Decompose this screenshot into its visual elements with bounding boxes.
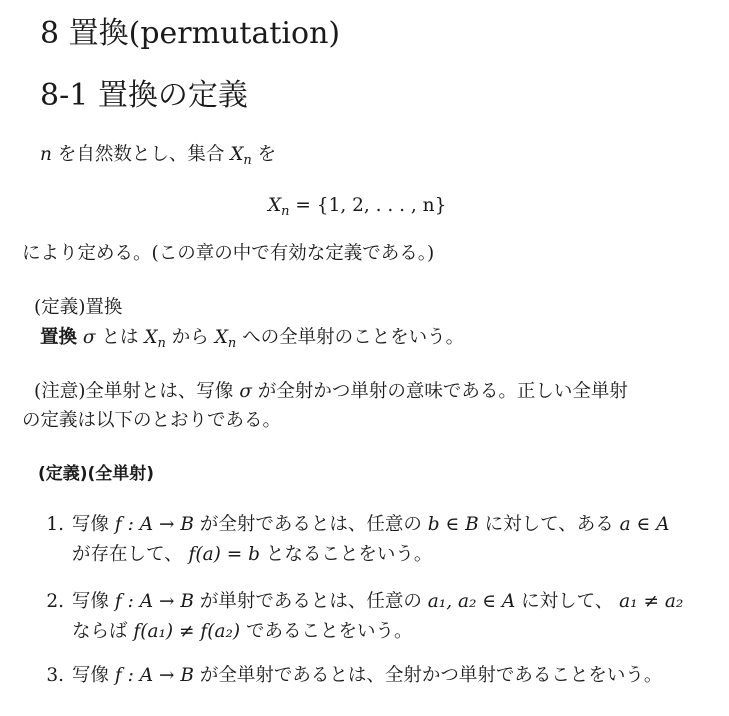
subsection-number: 8-1	[40, 78, 89, 113]
item-math: f : A → B	[114, 514, 194, 535]
note-sigma: σ	[239, 381, 252, 402]
intro-text-1: を自然数とし、集合	[57, 144, 225, 165]
list-item-continuation	[72, 618, 413, 646]
item-text: ならば	[72, 621, 128, 642]
item-math: a₁, a₂ ∈ A	[427, 591, 516, 612]
item-text: 写像	[72, 591, 110, 612]
def1-text-1: とは	[101, 327, 139, 348]
x-n-1: $X_n$	[144, 327, 166, 351]
item-number: 2.	[46, 591, 64, 612]
note-line-1	[34, 378, 628, 406]
intro-paragraph	[40, 141, 276, 175]
item-math: f : A → B	[114, 665, 194, 686]
item-text: が単射であるとは、任意の	[199, 591, 422, 612]
section-title-en: (permutation)	[128, 16, 341, 51]
list-item-continuation	[72, 541, 432, 569]
def1-text-2: から	[171, 327, 209, 348]
equation-lhs: $X_n$	[268, 195, 290, 219]
def1-text-3: への全単射のことをいう。	[242, 327, 465, 348]
section-number: 8	[40, 16, 60, 51]
term-permutation: 置換	[40, 327, 78, 348]
set-x: $X_n$	[230, 144, 252, 168]
item-math: b ∈ B	[427, 514, 479, 535]
x-n-2: $X_n$	[214, 327, 237, 351]
item-math: f(a) = b	[188, 544, 260, 565]
definition-heading-permutation: (定義)置換	[34, 297, 123, 318]
equation-rhs: = {1, 2, . . . , n}	[289, 195, 447, 216]
intro-text-2: を	[257, 144, 277, 165]
note-text-a: (注意)全単射とは、写像	[34, 381, 234, 402]
item-math: a₁ ≠ a₂	[619, 591, 684, 612]
definition-heading-bijection: (定義)(全単射)	[38, 464, 155, 484]
section-title-ja: 置換	[68, 16, 129, 51]
item-text: が存在して、	[72, 544, 183, 565]
subsection-title: 置換の定義	[97, 78, 248, 113]
definition-permutation	[40, 324, 464, 358]
list-item	[38, 588, 683, 616]
item-text: に対して、ある	[484, 514, 614, 535]
item-text: 写像	[72, 665, 110, 686]
item-text: に対して、	[521, 591, 614, 612]
section-heading	[40, 14, 340, 54]
closing-sentence: により定める。(この章の中で有効な定義である。)	[22, 243, 435, 264]
subsection-heading	[40, 76, 248, 116]
item-math: a ∈ A	[619, 514, 670, 535]
note-line-2: の定義は以下のとおりである。	[22, 410, 282, 431]
item-text: が全単射であるとは、全射かつ単射であることをいう。	[199, 665, 663, 686]
item-number: 1.	[46, 514, 64, 535]
item-text: が全射であるとは、任意の	[199, 514, 422, 535]
item-math: f(a₁) ≠ f(a₂)	[133, 621, 241, 642]
list-item	[38, 511, 669, 539]
item-text: となることをいう。	[265, 544, 433, 565]
var-n: n	[40, 144, 52, 165]
item-math: f : A → B	[114, 591, 194, 612]
display-equation	[268, 192, 446, 226]
list-item	[38, 662, 662, 690]
item-number: 3.	[46, 665, 64, 686]
item-text: 写像	[72, 514, 110, 535]
item-text: であることをいう。	[246, 621, 413, 642]
sigma: σ	[82, 327, 96, 348]
note-text-b: が全射かつ単射の意味である。正しい全単射	[257, 381, 628, 402]
